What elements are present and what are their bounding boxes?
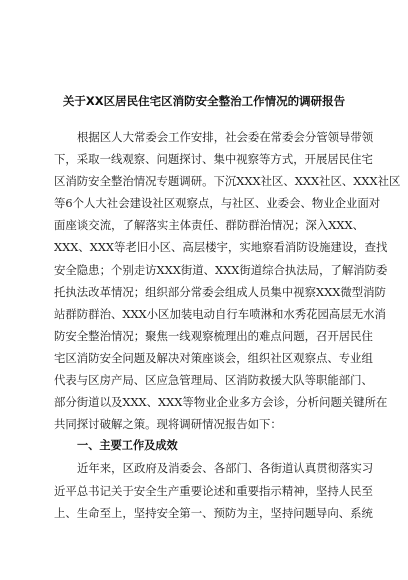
section-heading: 一、主要工作及成效 [77, 439, 178, 453]
paragraph-line: 托执法改革情况；组织部分常委会组成人员集中视察XXX微型消防 [54, 284, 386, 299]
paragraph-line: 近平总书记关于安全生产重要论述和重要指示精神，坚持人民至 [54, 483, 373, 498]
paragraph-line: 共同探讨破解之策。现将调研情况报告如下： [54, 417, 282, 432]
document-body [54, 126, 401, 524]
paragraph-section-1 [54, 457, 374, 523]
paragraph-line: 等6个人大社会建设社区观察点，与社区、业委会、物业企业面对 [54, 196, 381, 211]
paragraph-line: 面座谈交流，了解落实主体责任、群防群治情况；深入XXX、 [54, 218, 364, 233]
paragraph-line: 根据区人大常委会工作安排，社会委在常委会分管领导带领 [77, 130, 374, 144]
paragraph-line: 区消防安全整治情况专题调研。下沉XXX社区、XXX社区、XXX社区 [54, 174, 401, 189]
paragraph-line: 宅区消防安全问题及解决对策座谈会，组织社区观察点、专业组 [54, 350, 373, 365]
paragraph-line: 部分街道以及XXX、XXX等物业企业多方会诊，分析问题关键所在 [54, 395, 388, 410]
paragraph-line: 代表与区房产局、区应急管理局、区消防救援大队等职能部门、 [54, 373, 373, 388]
paragraph-line: XXX、XXX等老旧小区、高层楼宇，实地察看消防设施建设，查找 [54, 240, 388, 255]
paragraph-line: 近年来，区政府及消委会、各部门、各街道认真贯彻落实习 [77, 461, 374, 476]
paragraph-line: 安全隐患；个别走访XXX街道、XXX街道综合执法局，了解消防委 [54, 262, 388, 277]
paragraph-line: 防安全整治情况；聚焦一线观察梳理出的难点问题，召开居民住 [54, 328, 373, 343]
paragraph-line: 下，采取一线观察、问题探讨、集中视察等方式，开展居民住宅 [54, 152, 373, 167]
paragraph-line: 上、生命至上，坚持安全第一、预防为主，坚持问题导向、系统 [54, 505, 373, 520]
paragraph-intro [54, 126, 401, 435]
document-title: 关于XX区居民住宅区消防安全整治工作情况的调研报告 [62, 94, 346, 108]
paragraph-line: 站群防群治、XXX小区加装电动自行车喷淋和水秀花园高层无水消 [54, 306, 386, 321]
